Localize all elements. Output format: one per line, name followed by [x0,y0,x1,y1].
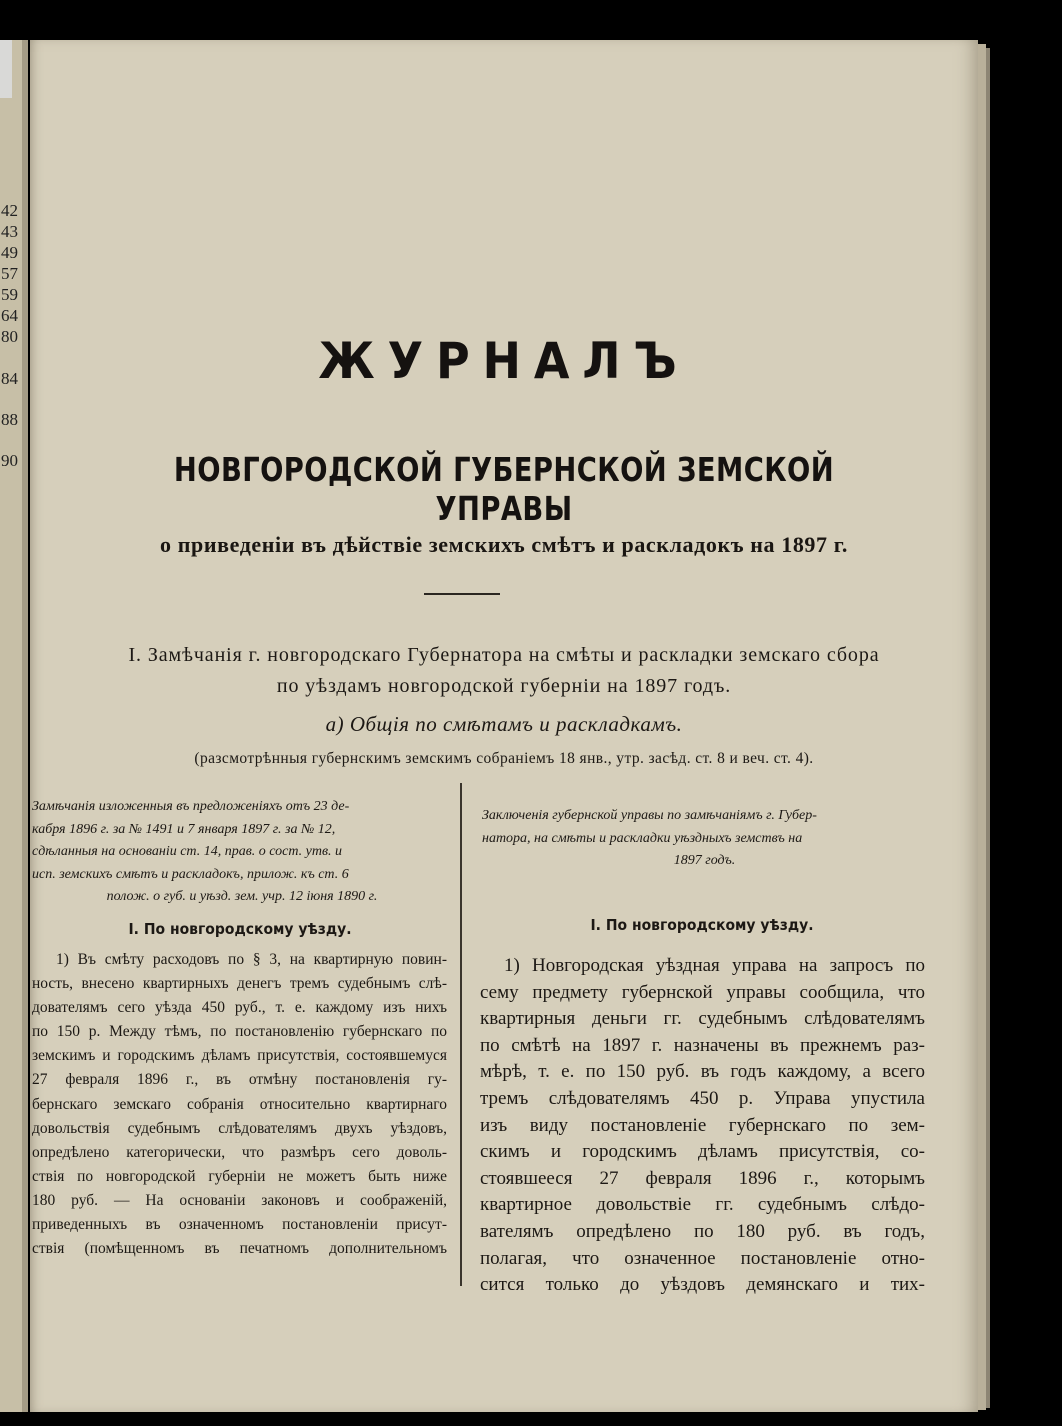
margin-number: 84 [1,369,18,388]
text-line: скимъ и городскимъ дѣламъ присутствiя, со- [480,1141,925,1163]
header-line: сдѣланныя на основанiи ст. 14, прав. о сост. утв. и [32,844,343,859]
margin-number: 49 [1,243,18,262]
text-line: сему предмету губернской управы сообщила, что [480,981,925,1003]
header-line: Заключенiя губернской управы по замѣчанiямъ г. Губер- [482,808,817,823]
text-line: земскимъ и городскимъ дѣламъ присутствiя, состоявшемуся [32,1047,447,1065]
text-line: ствiя по новгородской губернiи не можетъ быть ниже [32,1167,447,1185]
text-line: довольствiя судебнымъ слѣдователямъ двухъ уѣздовъ, [32,1119,447,1137]
binding-strip [0,40,12,98]
text-line: бернскаго земскаго собранiя относительно квартирнаго [32,1095,447,1113]
text-line: 27 февраля 1896 г., въ отмѣну постановленiя гу- [32,1071,447,1089]
margin-number: 64 [1,306,18,325]
margin-number: 42 [1,201,18,220]
text-line: дователямъ сего уѣзда 450 руб., т. е. каждому изъ нихъ [32,999,447,1017]
header-line: 1897 годъ. [673,853,736,868]
section-subheading: а) Общiя по смѣтамъ и раскладкамъ. [325,712,683,736]
text-line: по 150 р. Между тѣмъ, по постановленiю губернскаго по [32,1023,447,1041]
section-note: (разсмотрѣнныя губернскимъ земскимъ собранiемъ 18 янв., утр. засѣд. ст. 8 и веч. ст. 4). [194,750,814,767]
header-line: натора, на смѣты и раскладки уѣздныхъ земствъ на [482,830,803,846]
section-heading [30,640,978,702]
margin-number: 90 [1,451,18,470]
right-column-text [480,953,925,1299]
text-line: приведенныхъ въ означенномъ постановленiи присут- [32,1216,447,1234]
text-line: тремъ слѣдователямъ 450 р. Управа упустила [480,1087,925,1109]
section-heading-line: по уѣздамъ новгородской губернiи на 1897 годъ. [276,675,732,697]
text-line: по смѣтѣ на 1897 г. назначены въ прежнемъ раз- [480,1034,925,1056]
margin-number: 57 [1,264,18,283]
text-line: 1) Новгородская уѣздная управа на запросъ по [504,955,925,976]
text-line: ствiя (помѣщенномъ въ печатномъ дополнительномъ [32,1240,447,1258]
left-subsection-heading: I. По новгородскому уѣзду. [128,920,352,938]
page-fold [22,40,28,1412]
header-line: полож. о губ. и уѣзд. зем. учр. 12 iюня 1890 г. [106,889,378,904]
text-line: стоявшееся 27 февраля 1896 г., которымъ [480,1167,925,1189]
margin-number: 80 [1,327,18,346]
margin-number: 88 [1,410,18,429]
journal-subject: о приведенiи въ дѣйствiе земскихъ смѣтъ и раскладокъ на 1897 г. [160,532,848,557]
text-line: мѣрѣ, т. е. по 150 руб. въ годъ каждому, а всего [480,1061,925,1083]
right-column-header [482,805,927,873]
page-stack-shadow [986,48,990,1408]
margin-number: 43 [1,222,18,241]
left-column-text [32,948,447,1261]
text-line: изъ виду постановленiе губернскаго по зем- [480,1114,925,1136]
header-line: исп. земскихъ смѣтъ и раскладокъ, прилож. къ ст. 6 [32,866,349,882]
text-line: сится только до уѣздовъ демянскаго и тих- [480,1274,925,1296]
column-divider [460,783,462,1286]
text-line: вателямъ опредѣлено по 180 руб. въ годъ, [480,1220,925,1242]
document-page [30,40,978,1412]
text-line: полагая, что означенное постановленiе отно- [480,1247,925,1269]
text-line: опредѣлено категорически, что размѣръ сего доволь- [32,1143,447,1161]
left-column-header [32,796,452,909]
header-line: кабря 1896 г. за № 1491 и 7 января 1897 г. за № 12, [32,821,336,837]
journal-title: ЖУРНАЛЪ [318,332,690,390]
text-line: 180 руб. — На основанiи законовъ и соображенiй, [32,1191,447,1209]
section-heading-line: I. Замѣчанiя г. новгородскаго Губернатора на смѣты и раскладки земскаго сбора [128,644,880,666]
text-line: квартирныя деньги гг. судебнымъ слѣдователямъ [480,1008,925,1030]
divider-rule [424,593,500,595]
journal-subtitle: НОВГОРОДСКОЙ ГУБЕРНСКОЙ ЗЕМСКОЙ УПРАВЫ [173,450,835,528]
right-subsection-heading: I. По новгородскому уѣзду. [590,916,814,934]
text-line: квартирное довольствiе гг. судебнымъ слѣдо- [480,1194,925,1216]
text-line: 1) Въ смѣту расходовъ по § 3, на квартирную повин- [56,951,447,968]
margin-number: 59 [1,285,18,304]
page-stack-edge [978,44,986,1410]
header-line: Замѣчанiя изложенныя въ предложенiяхъ отъ 23 де- [32,799,350,814]
text-line: ность, внесено квартирныхъ денегъ тремъ судебнымъ слѣ- [32,975,447,993]
